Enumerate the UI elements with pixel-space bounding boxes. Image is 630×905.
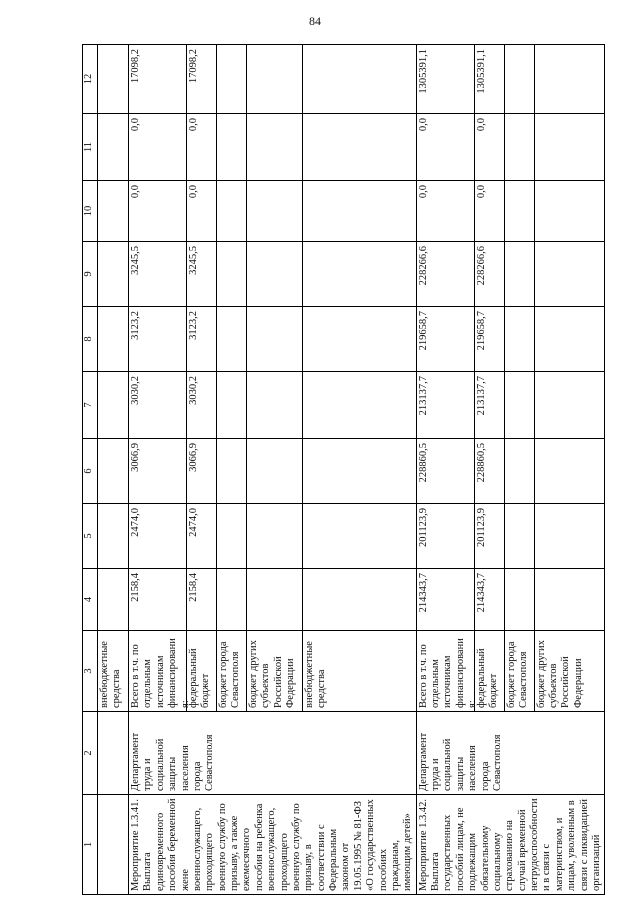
value: 3066,9 [129,439,187,503]
value: 3123,2 [187,307,217,371]
value: 1305391,1 [475,45,505,113]
source-label: Всего в т.ч. по отдельным источникам финансирования: [129,631,187,711]
col-header: 1 [83,795,98,895]
header-row [83,45,98,895]
value: 17098,2 [129,45,187,113]
value-cell [129,504,417,569]
value: 228860,5 [417,439,475,503]
value: 0,0 [417,114,475,180]
value: 0,0 [187,114,217,180]
col-header: 5 [83,504,98,569]
value: 0,0 [475,114,505,180]
col-header: 12 [83,45,98,114]
source-label: внебюджетные средства [98,631,129,712]
col-header: 2 [83,712,98,795]
col-header: 8 [83,307,98,372]
value: 219658,7 [475,307,505,371]
value: 0,0 [187,181,217,241]
value-cell [416,114,605,181]
page-number: 84 [309,14,321,28]
source-label: внебюджетные средства [304,641,328,708]
value: 214343,7 [475,569,505,630]
source-label: бюджет других субъектов Российской Федерации [535,640,584,708]
value-cell [129,181,417,242]
value-cell [129,569,417,631]
value: 2158,4 [129,569,187,630]
col-header: 10 [83,181,98,242]
value: 219658,7 [417,307,475,371]
value-cell [416,504,605,569]
value-cell [416,569,605,631]
source-label: бюджет других субъектов Российской Федерации [247,631,303,711]
value-cell [416,242,605,307]
value: 228266,6 [417,242,475,306]
value: 213137,7 [417,372,475,438]
value-cell [129,307,417,372]
value: 228266,6 [475,242,505,306]
col-header: 6 [83,439,98,504]
source-label: бюджет города Севастополя [505,631,535,711]
source-label: федеральный бюджет [187,631,217,711]
value: 0,0 [129,181,187,241]
value-cell [416,45,605,114]
value: 214343,7 [417,569,475,630]
value-cell [129,114,417,181]
col-header: 9 [83,242,98,307]
col-header: 3 [83,631,98,712]
value: 2158,4 [187,569,217,630]
source-label: бюджет города Севастополя [217,631,247,711]
table-row [98,45,129,895]
value: 0,0 [129,114,187,180]
value-cell [416,307,605,372]
value: 2474,0 [187,504,217,568]
measure-cell: Мероприятие 1.3.41. Выплата единовременного пособия беременной жене военнослужащего, проходящего военную службу по призыву, а также ежемесячного пособия на ребенка военнослужащего, проходящего военную службу по призыву, в соответствии с Федеральным законом от 19.05.1995 № 81-ФЗ «О государственных пособиях гражданам, имеющим детей» [129,795,417,895]
value: 0,0 [417,181,475,241]
value-cell [416,181,605,242]
value: 201123,9 [417,504,475,568]
source-cell [129,631,417,712]
value: 1305391,1 [417,45,475,113]
value: 3030,2 [187,372,217,438]
source-cell [416,631,605,712]
value: 228860,5 [475,439,505,503]
value: 3030,2 [129,372,187,438]
value: 17098,2 [187,45,217,113]
value-cell [129,439,417,504]
value: 201123,9 [475,504,505,568]
value: 2474,0 [129,504,187,568]
value: 3245,5 [129,242,187,306]
value-cell [416,372,605,439]
executor-cell: Департамент труда и социальной защиты населения города Севастополя [129,712,417,795]
value-cell [129,45,417,114]
source-label: федеральный бюджет [475,631,505,711]
value: 0,0 [475,181,505,241]
col-header: 4 [83,569,98,631]
table-row [416,45,605,895]
value-cell [129,372,417,439]
col-header: 11 [83,114,98,181]
value: 213137,7 [475,372,505,438]
rotated-table-frame [82,45,607,895]
value: 3066,9 [187,439,217,503]
value: 3245,5 [187,242,217,306]
value-cell [129,242,417,307]
measure-cell: Мероприятие 1.3.42. Выплата государственных пособий лицам, не подлежащим обязательному социальному страхованию на случай временной нетрудоспособности и в связи с материнством, и лицам, уволенным в связи с ликвидацией организаций [416,795,605,895]
table-row [129,45,417,895]
source-label: Всего в т.ч. по отдельным источникам финансирования: [417,631,475,711]
funding-table [82,44,605,895]
value: 3123,2 [129,307,187,371]
col-header: 7 [83,372,98,439]
value-cell [416,439,605,504]
executor-cell: Департамент труда и социальной защиты населения города Севастополя [416,712,605,795]
